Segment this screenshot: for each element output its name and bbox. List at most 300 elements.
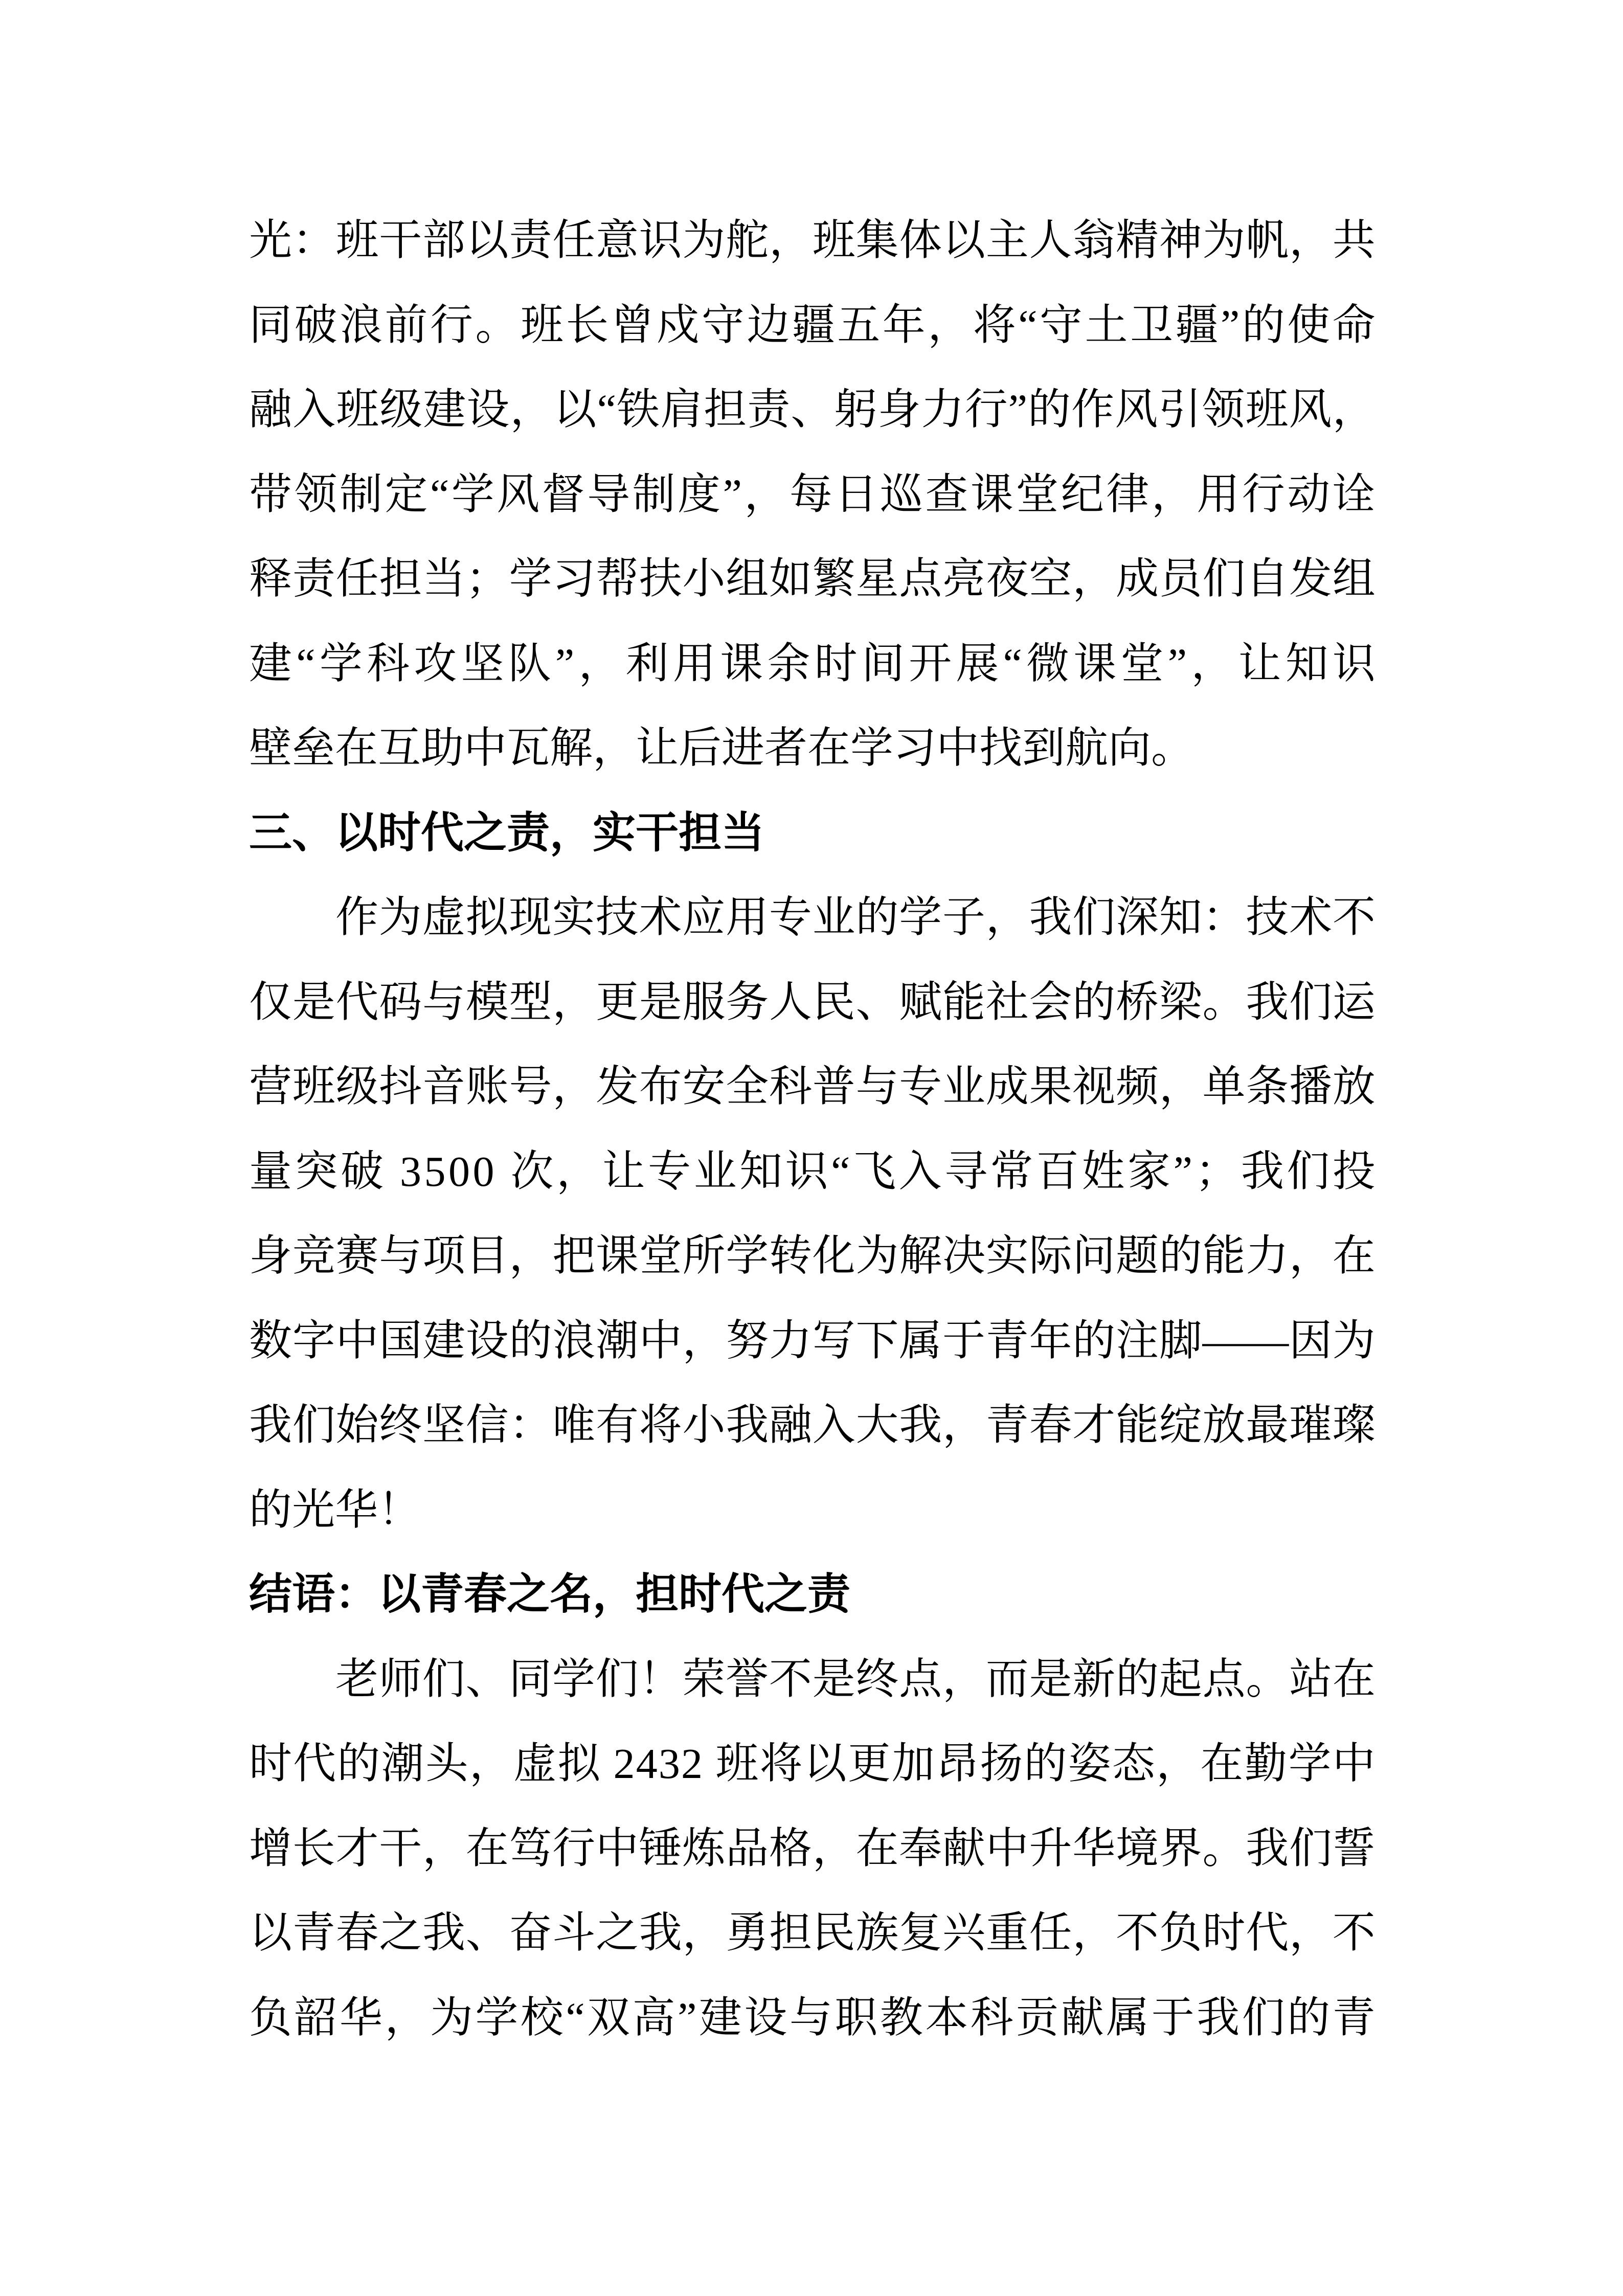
char: 所 [682,1232,726,1280]
char: 识 [639,217,682,264]
char: 用 [1197,470,1240,519]
char: 璀 [1289,1402,1333,1449]
char: ， [1151,470,1194,519]
char: 项 [422,1232,466,1280]
char: 之 [379,1909,422,1957]
char: 我 [249,1402,292,1449]
char: 老 [335,1655,379,1703]
char: 担 [379,555,422,603]
char: 负 [1159,1909,1202,1957]
char: 梁 [1159,978,1202,1026]
char: 我 [1029,894,1072,941]
char: 成 [1116,555,1159,603]
char: 赛 [335,1232,379,1280]
char: 终 [855,1655,899,1703]
char: 务 [726,978,769,1026]
char: ， [1289,1909,1333,1957]
char: 舵 [726,217,769,264]
char: 责 [292,555,335,603]
char: 实 [552,894,595,941]
char: 中 [639,1317,682,1365]
char: 制 [632,470,675,519]
char: 入 [292,386,336,434]
char: — [1246,1317,1289,1365]
char: 我 [639,1909,682,1957]
char: 姓 [1081,1147,1125,1196]
char: 斗 [552,1909,596,1957]
char: 用 [672,640,716,688]
char: 领 [1202,386,1245,434]
char: 2 [613,1740,635,1788]
char [601,1722,612,1807]
char: 集 [855,217,899,264]
char: 队 [508,640,551,688]
char: 员 [1159,555,1202,603]
char: 课 [596,1232,639,1280]
char: ！ [639,1655,682,1703]
char: 年 [1029,1317,1072,1365]
char: ” [1008,386,1027,434]
char: 深 [1116,894,1159,941]
char: ， [1072,1909,1116,1957]
text-line [249,1976,1376,2061]
char: 们 [595,1655,639,1703]
char: 应 [682,894,726,941]
char: 中 [1332,1740,1376,1788]
char: 神 [1159,217,1202,264]
char: 级 [335,1063,379,1111]
char: 青 [985,1402,1029,1449]
char: ： [509,1402,552,1449]
char: 律 [1106,470,1149,519]
char: 为 [378,894,422,941]
char: 中 [596,1825,639,1873]
char: 设 [466,386,510,434]
char: 巡 [880,470,923,519]
char: 码 [379,978,422,1026]
char: ” [1173,1147,1192,1196]
char: 是 [292,978,335,1026]
text-line [249,1214,1376,1299]
char: 自 [1246,555,1289,603]
char: 青 [292,1909,335,1957]
char: 能 [1202,1232,1246,1280]
text-line [249,1807,1376,1892]
char: 们 [292,1402,335,1449]
char: 在 [1332,1655,1376,1703]
char: 建 [698,1994,742,2042]
char: 献 [1061,1994,1104,2042]
char: 五 [837,301,881,349]
char: 干 [379,217,422,264]
char: 奉 [899,1825,942,1873]
char: 科 [970,1994,1013,2042]
char: 风 [1289,386,1332,434]
char: 堂 [1120,640,1164,688]
char: 成 [985,1063,1029,1111]
char: 建 [423,386,466,434]
char: ， [682,1317,726,1365]
char: 们 [1242,1994,1285,2042]
char: 铁 [616,386,660,434]
char: 寻 [944,1147,987,1196]
char: 堂 [639,1232,682,1280]
char: ， [422,1825,466,1873]
char: 班 [335,217,379,264]
char: “ [597,386,616,434]
char: 3 [400,1147,422,1196]
char: 们 [1287,1147,1330,1196]
char: 帆 [1246,217,1289,264]
char: 同 [509,1655,552,1703]
char: 于 [1151,1994,1194,2042]
char: 站 [1289,1655,1333,1703]
char: 字 [292,1317,335,1365]
char: ， [578,640,622,688]
char: 我 [899,1402,942,1449]
char: 职 [835,1994,878,2042]
char: 们 [1202,555,1246,603]
char: 疆 [1175,301,1219,349]
char: 融 [249,386,292,434]
char: 空 [1029,555,1072,603]
char: 是 [1029,1655,1072,1703]
char: 学 [552,1655,595,1703]
text-line [249,1130,1376,1214]
char: 引 [1158,386,1202,434]
char: 开 [909,640,952,688]
char: 我 [1246,1825,1289,1873]
char: 发 [596,1063,639,1111]
char: ” [723,470,742,519]
char: 复 [899,1909,942,1957]
char: 动 [1287,470,1331,519]
char: 用 [726,894,769,941]
char: 利 [625,640,669,688]
char: ” [555,640,575,688]
char: 的 [1072,1317,1116,1365]
char: 将 [973,301,1016,349]
char: 条 [1246,1063,1289,1111]
text-line [249,1891,1376,1976]
char: 每 [789,470,832,519]
char: ， [510,386,553,434]
char: 班 [1245,386,1289,434]
char: 夜 [985,555,1029,603]
char: 勤 [1244,1740,1288,1788]
char: 专 [648,1147,691,1196]
char: 才 [335,1825,379,1873]
char: 我 [1246,978,1289,1026]
char: 行 [1242,470,1285,519]
char: 代 [293,1740,336,1788]
char: 的 [855,894,899,941]
char: 誓 [1332,1825,1376,1873]
char: 将 [759,1740,803,1788]
char: 业 [693,1147,737,1196]
char: 业 [812,894,855,941]
char [704,1722,714,1807]
char: 次 [510,1147,554,1196]
char: 组 [726,555,769,603]
char: 光 [249,217,292,264]
text-line [249,1637,1376,1722]
char: 为 [1332,1317,1376,1365]
char: 家 [1128,1147,1171,1196]
char: 、 [465,1655,509,1703]
text-line [249,1722,1376,1807]
char: 3 [658,1740,680,1788]
char: ” [678,1994,697,2042]
char: 扶 [639,555,682,603]
char: 小 [682,555,726,603]
char: 才 [1072,1402,1116,1449]
char: 姿 [1068,1740,1111,1788]
char: ， [1289,1232,1333,1280]
char: 布 [639,1063,682,1111]
char: 日 [835,470,878,519]
char: 的 [1116,1655,1159,1703]
char: 力 [921,386,964,434]
char: 肩 [660,386,704,434]
char: 仅 [249,978,292,1026]
char: ， [552,1063,596,1111]
char: 。 [1202,978,1246,1026]
char: 璨 [1332,1402,1376,1449]
char: 头 [425,1740,468,1788]
char: 账 [465,1063,509,1111]
text-line [249,283,1376,368]
char: 国 [379,1317,422,1365]
char: 同 [249,301,292,349]
char: ， [942,1655,985,1703]
char: ， [556,1147,600,1196]
char: ， [1156,1740,1200,1788]
char: 班 [715,1740,759,1788]
char: 时 [814,640,858,688]
char: 们 [1072,894,1116,941]
char: ” [1167,640,1187,688]
char: 释 [249,555,292,603]
char: 拟 [465,894,509,941]
char: 入 [898,1147,942,1196]
char: 更 [847,1740,891,1788]
char: 4 [636,1740,658,1788]
char: 韶 [294,1994,337,2042]
char: 信 [465,1402,509,1449]
char: 技 [595,894,639,941]
char: 升 [1029,1825,1072,1873]
char: 的 [1159,1232,1202,1280]
char: 播 [1289,1063,1333,1111]
char: 融 [769,1402,813,1449]
char: 意 [596,217,639,264]
char: 不 [1332,894,1376,941]
char: 行 [430,301,473,349]
char: 潮 [596,1317,639,1365]
char: 春 [335,1909,379,1957]
char: 领 [294,470,337,519]
char: 不 [1332,1909,1376,1957]
char: 守 [701,301,745,349]
char: 人 [769,978,813,1026]
char: 果 [1029,1063,1072,1111]
char: 担 [769,1909,813,1957]
char: 专 [899,1063,942,1111]
char: 班 [520,301,563,349]
char: 展 [956,640,999,688]
char: 时 [249,1740,292,1788]
char: 业 [942,1063,986,1111]
char: 为 [855,1232,899,1280]
char: 献 [942,1825,986,1873]
char: 解 [899,1232,942,1280]
text-line [249,537,1376,622]
char: 绽 [1159,1402,1202,1449]
char: 态 [1112,1740,1155,1788]
char: 0 [448,1147,470,1196]
char: 锤 [639,1825,682,1873]
char: 小 [682,1402,726,1449]
char: 部 [422,217,466,264]
char: 型 [509,978,552,1026]
char: 让 [1238,640,1281,688]
char: ， [942,1402,986,1449]
char: 师 [378,1655,422,1703]
char: 体 [899,217,942,264]
char: 入 [812,1402,855,1449]
char [497,1130,508,1214]
char: 5 [424,1147,446,1196]
char: ” [1220,301,1240,349]
char: 科 [769,1063,813,1111]
char: 制 [339,470,382,519]
char: 我 [1197,1994,1240,2042]
char: 将 [639,1402,682,1449]
char: 们 [1289,1825,1333,1873]
char: 能 [1116,1402,1159,1449]
char: 决 [942,1232,986,1280]
char: 不 [1116,1909,1159,1957]
char: 识 [1332,640,1376,688]
char: 点 [1202,1655,1246,1703]
char: 赋 [899,978,942,1026]
char: 坚 [461,640,504,688]
char: 责 [509,217,552,264]
char: 社 [985,978,1029,1026]
char: 亮 [942,555,986,603]
char: 华 [1072,1825,1116,1873]
char: 身 [877,386,921,434]
char: 在 [1332,1232,1376,1280]
char: 身 [249,1232,292,1280]
char: 起 [1159,1655,1202,1703]
char: 不 [769,1655,812,1703]
char: 干 [379,1825,422,1873]
char: 以 [553,386,597,434]
char: 土 [1085,301,1128,349]
char: 与 [855,1063,899,1111]
char: 族 [855,1909,899,1957]
char: 学 [451,470,494,519]
char: “ [296,640,315,688]
char: “ [1018,301,1038,349]
char: 在 [1200,1740,1244,1788]
char: 与 [789,1994,832,2042]
char: 会 [1029,978,1072,1026]
char: ， [1191,640,1234,688]
char: 定 [385,470,428,519]
char: 校 [520,1994,563,2042]
char: 运 [1332,978,1376,1026]
char: 、 [791,386,834,434]
char: 能 [942,978,986,1026]
heading-line: 结语：以青春之名，担时代之责 [249,1571,851,1618]
char: 余 [767,640,810,688]
char: 号 [509,1063,552,1111]
char: 中 [985,1825,1029,1873]
char: 作 [335,894,379,941]
char: 如 [769,555,813,603]
char: 双 [587,1994,630,2042]
char: 使 [1287,301,1331,349]
char: 微 [1026,640,1070,688]
char: 。 [1202,1825,1246,1873]
char: 课 [720,640,763,688]
char: 曾 [611,301,654,349]
char: 学 [509,555,552,603]
char: 有 [596,1402,639,1449]
char: 全 [726,1063,769,1111]
char: 力 [769,1317,813,1365]
char: 属 [899,1317,942,1365]
char: ， [985,894,1029,941]
char: 纪 [1061,470,1104,519]
char: 华 [339,1994,382,2042]
char: 当 [422,555,466,603]
char: 因 [1289,1317,1332,1365]
char: 的 [509,1317,552,1365]
char: 最 [1246,1402,1289,1449]
char: 现 [509,894,552,941]
char: 的 [337,1740,380,1788]
char: 始 [335,1402,379,1449]
char: 属 [1106,1994,1149,2042]
char: 风 [1115,386,1158,434]
char: 专 [769,894,812,941]
char: 贡 [1016,1994,1059,2042]
char: 技 [1246,894,1289,941]
char: 术 [639,894,682,941]
char: 力 [1246,1232,1289,1280]
char: 代 [335,978,379,1026]
char: ， [769,217,813,264]
char: 知 [1159,894,1202,941]
char: 长 [292,1825,335,1873]
char: 增 [249,1825,292,1873]
char: 炼 [682,1825,726,1873]
char: 虚 [513,1740,557,1788]
text-line [249,875,1376,960]
char: 学 [899,894,942,941]
char: ， [1289,217,1333,264]
char: 学 [726,1232,769,1280]
char: 安 [682,1063,726,1111]
text-line [249,198,1376,283]
text-line [249,622,1376,707]
char: 写 [812,1317,855,1365]
char: 飞 [852,1147,896,1196]
